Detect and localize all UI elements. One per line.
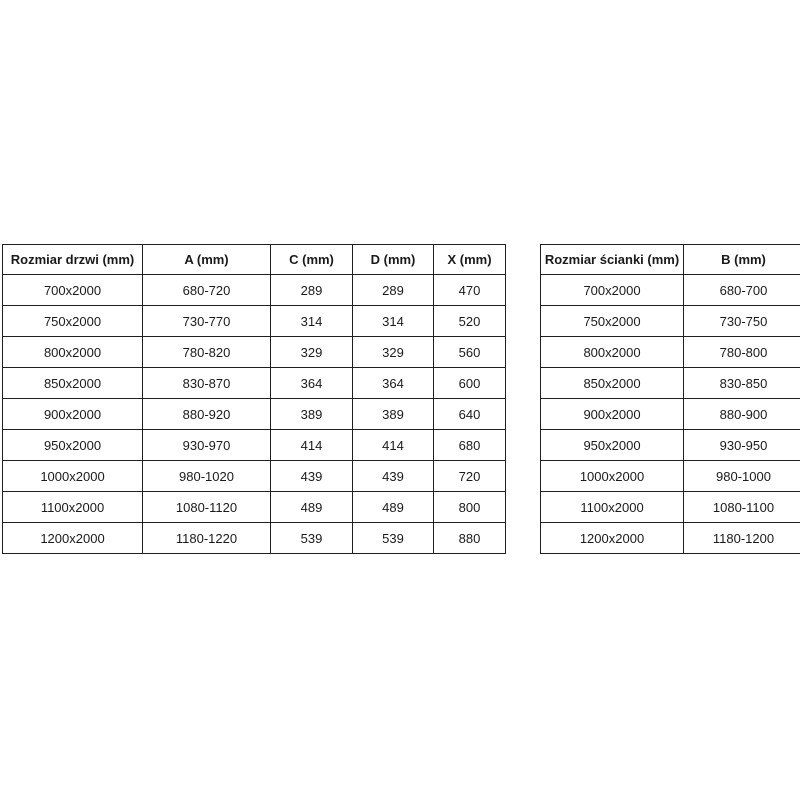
- column-header: X (mm): [434, 245, 506, 275]
- table-cell: 1100x2000: [541, 492, 684, 523]
- table-cell: 750x2000: [541, 306, 684, 337]
- column-header: B (mm): [684, 245, 800, 275]
- table-cell: 780-800: [684, 337, 800, 368]
- table-cell: 680-720: [143, 275, 271, 306]
- table-cell: 880-920: [143, 399, 271, 430]
- column-header: Rozmiar drzwi (mm): [3, 245, 143, 275]
- table-cell: 1000x2000: [3, 461, 143, 492]
- table-cell: 930-970: [143, 430, 271, 461]
- table-cell: 314: [271, 306, 353, 337]
- table-cell: 600: [434, 368, 506, 399]
- table-row: [541, 523, 800, 554]
- table-cell: 640: [434, 399, 506, 430]
- table-cell: 750x2000: [3, 306, 143, 337]
- table-cell: 289: [271, 275, 353, 306]
- table-row: [541, 306, 800, 337]
- table-row: [541, 430, 800, 461]
- table-cell: 730-750: [684, 306, 800, 337]
- table-cell: 780-820: [143, 337, 271, 368]
- table-cell: 800: [434, 492, 506, 523]
- table-cell: 1080-1120: [143, 492, 271, 523]
- table-row: [3, 461, 506, 492]
- table-cell: 389: [353, 399, 434, 430]
- table-cell: 700x2000: [541, 275, 684, 306]
- column-header: C (mm): [271, 245, 353, 275]
- table-cell: 389: [271, 399, 353, 430]
- table-row: [3, 399, 506, 430]
- table-cell: 950x2000: [3, 430, 143, 461]
- table-cell: 800x2000: [3, 337, 143, 368]
- table-cell: 680-700: [684, 275, 800, 306]
- table-cell: 314: [353, 306, 434, 337]
- door-dimensions-table: [2, 244, 506, 554]
- table-cell: 1180-1200: [684, 523, 800, 554]
- table-cell: 730-770: [143, 306, 271, 337]
- column-header: Rozmiar ścianki (mm): [541, 245, 684, 275]
- table-row: [541, 368, 800, 399]
- table-row: [3, 337, 506, 368]
- table-cell: 950x2000: [541, 430, 684, 461]
- table-cell: 414: [271, 430, 353, 461]
- table-cell: 414: [353, 430, 434, 461]
- table-cell: 439: [271, 461, 353, 492]
- table-row: [541, 337, 800, 368]
- table-cell: 1200x2000: [3, 523, 143, 554]
- table-cell: 470: [434, 275, 506, 306]
- table-cell: 880-900: [684, 399, 800, 430]
- column-header: A (mm): [143, 245, 271, 275]
- table-row: [541, 492, 800, 523]
- table-row: [541, 275, 800, 306]
- table-cell: 720: [434, 461, 506, 492]
- table-row: [3, 430, 506, 461]
- table-cell: 830-870: [143, 368, 271, 399]
- table-cell: 329: [271, 337, 353, 368]
- table-cell: 980-1000: [684, 461, 800, 492]
- table-cell: 1080-1100: [684, 492, 800, 523]
- table-cell: 289: [353, 275, 434, 306]
- table-cell: 800x2000: [541, 337, 684, 368]
- table-cell: 1200x2000: [541, 523, 684, 554]
- table-cell: 1000x2000: [541, 461, 684, 492]
- table-row: [541, 399, 800, 430]
- table-cell: 520: [434, 306, 506, 337]
- table-cell: 700x2000: [3, 275, 143, 306]
- table-cell: 539: [271, 523, 353, 554]
- table-cell: 980-1020: [143, 461, 271, 492]
- column-header: D (mm): [353, 245, 434, 275]
- table-cell: 680: [434, 430, 506, 461]
- table-cell: 489: [271, 492, 353, 523]
- table-cell: 880: [434, 523, 506, 554]
- table-cell: 364: [271, 368, 353, 399]
- table-cell: 900x2000: [541, 399, 684, 430]
- table-row: [3, 492, 506, 523]
- table-cell: 439: [353, 461, 434, 492]
- table-row: [3, 523, 506, 554]
- table-cell: 560: [434, 337, 506, 368]
- table-cell: 539: [353, 523, 434, 554]
- table-cell: 930-950: [684, 430, 800, 461]
- table-row: [541, 461, 800, 492]
- header-row: [541, 245, 800, 275]
- header-row: [3, 245, 506, 275]
- table-cell: 830-850: [684, 368, 800, 399]
- table-cell: 850x2000: [541, 368, 684, 399]
- table-cell: 1100x2000: [3, 492, 143, 523]
- table-cell: 364: [353, 368, 434, 399]
- wall-dimensions-table: [540, 244, 800, 554]
- table-cell: 489: [353, 492, 434, 523]
- table-row: [3, 306, 506, 337]
- table-cell: 900x2000: [3, 399, 143, 430]
- table-row: [3, 275, 506, 306]
- table-row: [3, 368, 506, 399]
- table-cell: 850x2000: [3, 368, 143, 399]
- table-cell: 329: [353, 337, 434, 368]
- table-cell: 1180-1220: [143, 523, 271, 554]
